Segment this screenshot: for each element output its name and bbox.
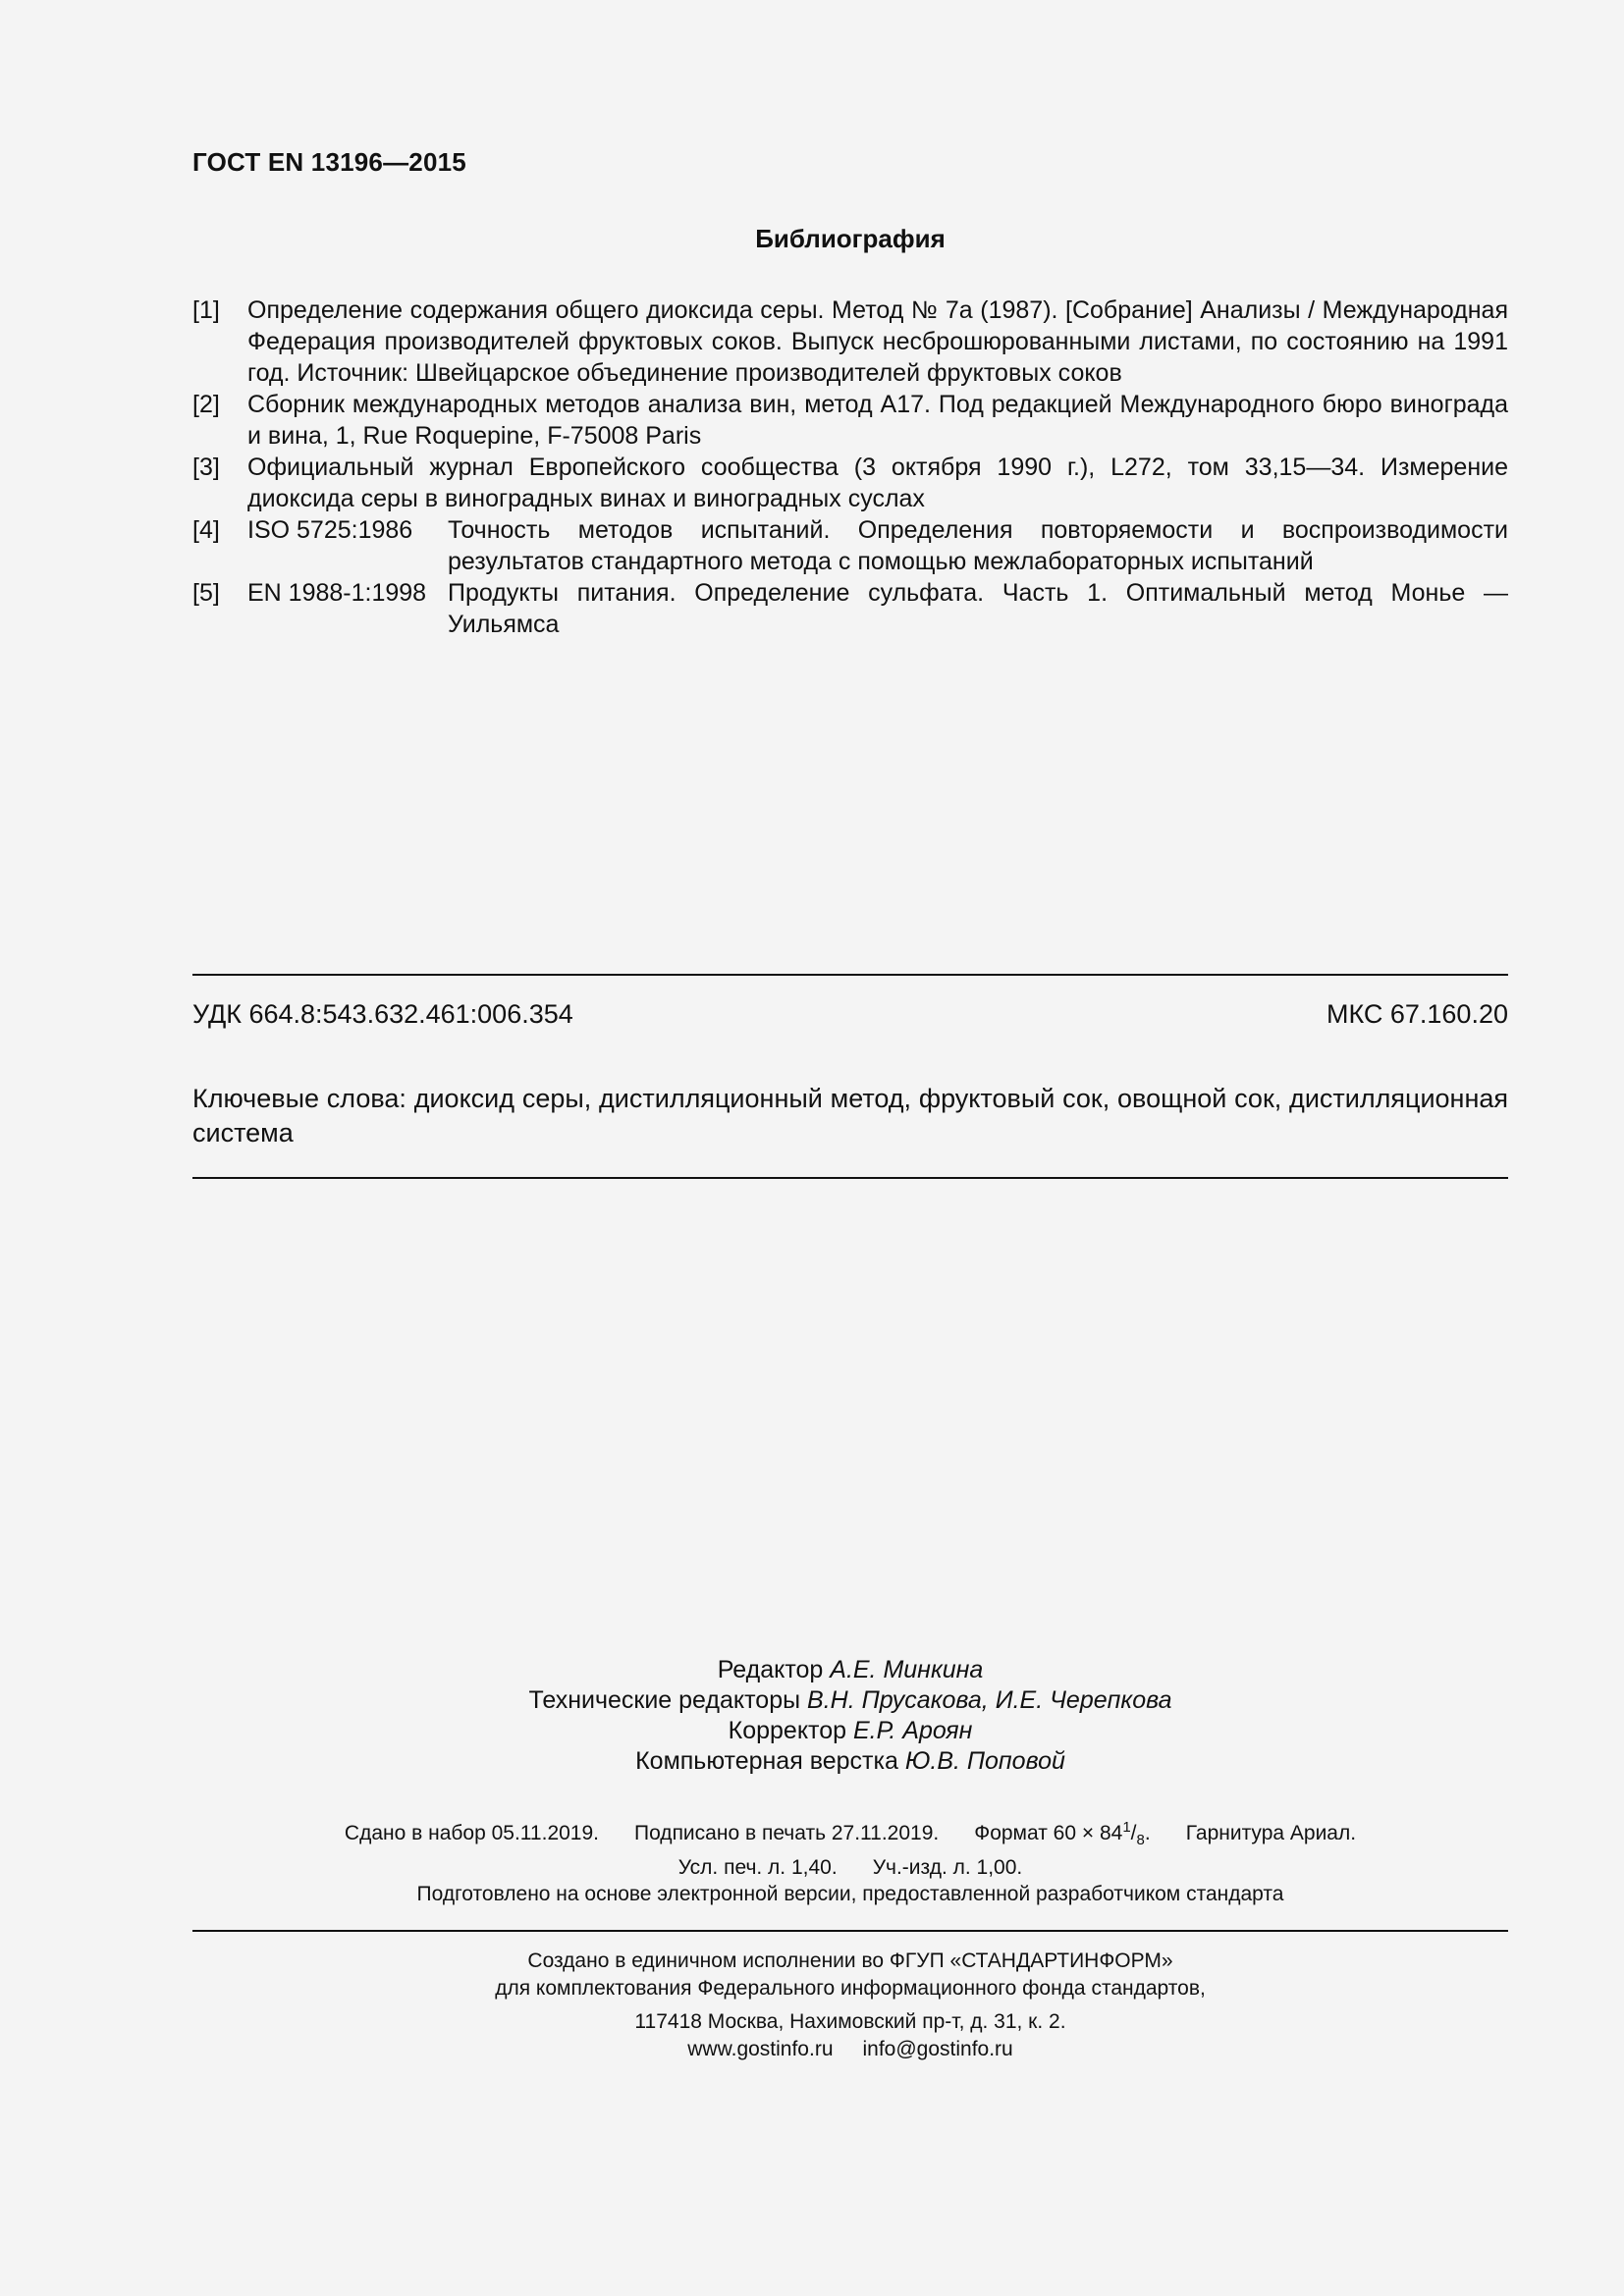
publication-sheets: Уч.-изд. л. 1,00. <box>872 1856 1023 1880</box>
print-info-line-2 <box>192 1854 1508 1882</box>
udc-code: УДК 664.8:543.632.461:006.354 <box>192 999 573 1029</box>
editor-label: Редактор <box>717 1656 824 1683</box>
typeface: Гарнитура Ариал. <box>1185 1822 1357 1844</box>
print-info-line-1 <box>192 1814 1508 1854</box>
editor-name: А.Е. Минкина <box>830 1656 984 1683</box>
typeset-date: Сдано в набор 05.11.2019. <box>344 1822 599 1844</box>
tech-editors-line <box>192 1685 1508 1716</box>
website-link[interactable]: www.gostinfo.ru <box>687 2038 834 2060</box>
reference-number: [1] <box>192 296 220 324</box>
reference-number: [3] <box>192 454 220 481</box>
publisher-block <box>192 1948 1508 2002</box>
bibliography-item <box>192 514 1508 577</box>
editor-line <box>192 1655 1508 1685</box>
bibliography-item <box>192 577 1508 640</box>
print-info <box>192 1814 1508 1882</box>
reference-code: ISO 5725:1986 <box>247 516 413 544</box>
keywords-divider <box>192 1177 1508 1179</box>
bibliography-item <box>192 294 1508 389</box>
reference-number: [2] <box>192 391 220 418</box>
format-numerator: 1 <box>1122 1819 1131 1836</box>
publisher-contacts <box>192 2036 1508 2063</box>
format-suffix: . <box>1144 1822 1151 1844</box>
layout-label: Компьютерная верстка <box>635 1747 898 1775</box>
bibliography-title: Библиография <box>755 224 946 253</box>
prepared-note: Подготовлено на основе электронной версии, предоставленной разработчиком стандарта <box>416 1883 1284 1905</box>
reference-text: Точность методов испытаний. Определения повторяемости и воспроизводимости результатов стандартного метода с помощью межлабораторных испытаний <box>448 516 1508 575</box>
format-denominator: 8 <box>1136 1832 1145 1849</box>
layout-name: Ю.В. Поповой <box>904 1747 1065 1775</box>
publisher-address-block <box>192 2008 1508 2063</box>
corrector-label: Корректор <box>728 1717 847 1744</box>
corrector-line <box>192 1716 1508 1746</box>
reference-text: Продукты питания. Определение сульфата. Часть 1. Оптимальный метод Монье — Уильямса <box>448 579 1508 638</box>
mks-code: МКС 67.160.20 <box>1326 999 1508 1029</box>
reference-number: [5] <box>192 579 220 607</box>
bibliography-item <box>192 452 1508 514</box>
reference-code: EN 1988-1:1998 <box>247 579 427 607</box>
publisher-line-1: Создано в единичном исполнении во ФГУП «СТАНДАРТИНФОРМ» <box>527 1949 1173 1972</box>
format-prefix: Формат 60 × 84 <box>974 1822 1123 1844</box>
document-code: ГОСТ EN 13196—2015 <box>192 147 466 177</box>
publisher-address: 117418 Москва, Нахимовский пр-т, д. 31, к. 2. <box>634 2010 1066 2033</box>
keywords: Ключевые слова: диоксид серы, дистилляционный метод, фруктовый сок, овощной сок, дистилляционная система <box>192 1084 1508 1148</box>
reference-number: [4] <box>192 516 220 544</box>
publisher-line-2: для комплектования Федерального информационного фонда стандартов, <box>495 1977 1206 2000</box>
classification-row <box>192 999 1508 1030</box>
layout-line <box>192 1746 1508 1777</box>
paper-format: Формат $60 \times 84^1/_8$. <box>974 1819 1151 1849</box>
top-divider <box>192 974 1508 976</box>
signed-date: Подписано в печать 27.11.2019. <box>634 1822 940 1844</box>
reference-text: Сборник международных методов анализа вин, метод А17. Под редакцией Международного бюро винограда и вина, 1, Rue Roquepine, F-75008 Paris <box>247 391 1508 450</box>
credits-block <box>192 1655 1508 1777</box>
reference-text: Определение содержания общего диоксида серы. Метод № 7а (1987). [Собрание] Анализы / Международная Федерация производителей фруктовых соков. Выпуск несброшюрованными листами, по состоянию на 1991 год. Источник: Швейцарское объединение производителей фруктовых соков <box>247 296 1508 387</box>
bibliography-list <box>192 294 1508 640</box>
bibliography-item <box>192 389 1508 452</box>
email-link[interactable]: info@gostinfo.ru <box>862 2038 1013 2060</box>
tech-editors-label: Технические редакторы <box>528 1686 801 1714</box>
reference-text: Официальный журнал Европейского сообщества (3 октября 1990 г.), L272, том 33,15—34. Измерение диоксида серы в виноградных винах и виноградных суслах <box>247 454 1508 512</box>
print-sheets: Усл. печ. л. 1,40. <box>677 1856 838 1880</box>
corrector-name: Е.Р. Ароян <box>852 1717 973 1744</box>
tech-editors-names: В.Н. Прусакова, И.Е. Черепкова <box>807 1686 1172 1714</box>
publisher-divider <box>192 1930 1508 1932</box>
